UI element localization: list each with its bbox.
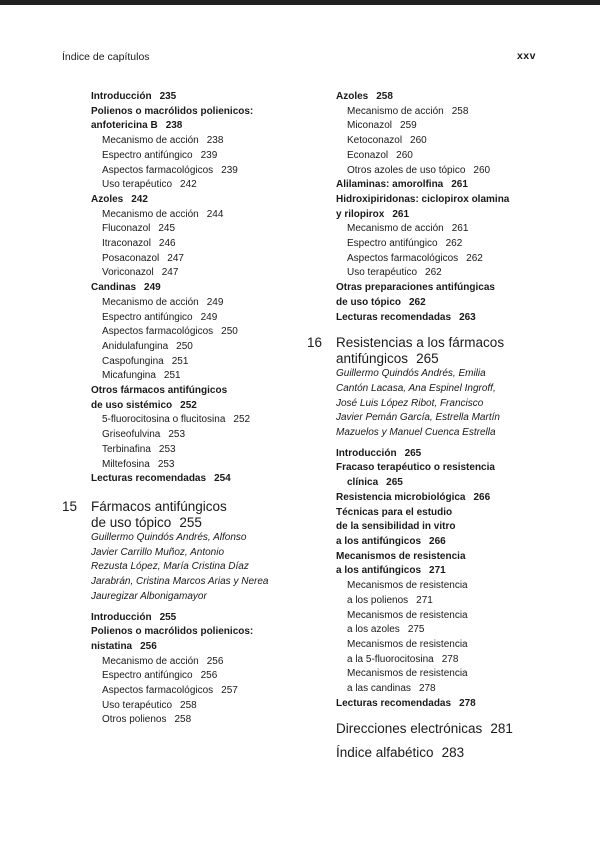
toc-entry-title: Aspectos farmacológicos	[347, 252, 459, 264]
toc-entry-title: Espectro antifúngico	[102, 149, 193, 161]
toc-entry-title: Candinas	[91, 282, 137, 294]
toc-entry	[307, 119, 539, 134]
toc-entry	[62, 428, 302, 443]
toc-entry	[307, 193, 539, 208]
chapter-heading-cont	[62, 515, 302, 531]
toc-entry	[62, 611, 302, 626]
toc-entry-page: 246	[158, 238, 176, 250]
toc-entry-page: 271	[429, 565, 446, 577]
toc-entry-title: de la sensibilidad in vitro	[336, 521, 456, 533]
toc-entry-title: nistatina	[91, 640, 133, 652]
toc-entry-page: 256	[206, 655, 224, 667]
chapter-title-line1: Fármacos antifúngicos	[91, 498, 227, 514]
toc-entry	[307, 638, 539, 653]
back-matter-entry	[307, 721, 539, 737]
back-matter-title: Índice alfabético	[336, 745, 434, 761]
toc-entry-page: 242	[131, 193, 148, 205]
toc-entry	[307, 653, 539, 668]
toc-entry-page: 251	[163, 370, 181, 382]
left-column	[62, 90, 302, 728]
toc-entry-page: 257	[221, 685, 238, 697]
toc-entry-page: 262	[425, 267, 442, 279]
toc-entry-title: Econazol	[347, 149, 389, 161]
chapter-heading	[62, 499, 302, 515]
toc-entry-page: 260	[396, 149, 413, 161]
toc-entry-title: Mecanismo de acción	[102, 655, 199, 667]
toc-entry	[307, 564, 539, 579]
toc-entry-title: Griseofulvina	[102, 429, 161, 441]
toc-entry	[62, 252, 302, 267]
author-line: Cantón Lacasa, Ana Espinel Ingroff,	[336, 382, 496, 394]
chapter-15-block	[62, 499, 302, 728]
back-matter-list	[307, 721, 539, 761]
toc-entry	[62, 669, 302, 684]
toc-entry-title: Fluconazol	[102, 223, 151, 235]
toc-entry	[62, 458, 302, 473]
toc-entry-page: 249	[144, 282, 161, 294]
toc-entry-title: Mecanismos de resistencia	[347, 638, 468, 650]
toc-entry	[307, 222, 539, 237]
toc-entry-title: Azoles	[91, 193, 124, 205]
toc-entry-title: Posaconazol	[102, 252, 160, 264]
toc-entry-title: Lecturas recomendadas	[336, 697, 452, 709]
toc-entry-page: 278	[418, 683, 436, 695]
toc-entry	[62, 443, 302, 458]
toc-entry-page: 245	[158, 223, 176, 235]
toc-entry-title: Hidroxipiridonas: ciclopirox olamina	[336, 193, 510, 205]
toc-entry-title: Aspectos farmacológicos	[102, 164, 214, 176]
toc-entry-page: 258	[180, 699, 197, 711]
toc-entry	[307, 164, 539, 179]
toc-entry-page: 235	[159, 91, 177, 102]
toc-entry	[62, 178, 302, 193]
toc-entry-page: 266	[473, 491, 491, 503]
chapter-heading-cont	[307, 351, 539, 367]
toc-entry-title: Introducción	[336, 447, 397, 459]
toc-entry-page: 253	[157, 458, 175, 470]
toc-entry-page: 250	[221, 326, 238, 338]
toc-entry-title: Mecanismos de resistencia	[336, 550, 466, 562]
toc-entry-page: 278	[459, 697, 476, 709]
toc-entry-title: Mecanismos de resistencia	[347, 580, 468, 592]
toc-entry-page: 254	[214, 473, 231, 485]
top-rule	[0, 0, 600, 5]
toc-entry-page: 259	[400, 120, 417, 132]
right-column	[307, 90, 539, 769]
toc-entry	[62, 237, 302, 252]
toc-entry-title: Otros azoles de uso tópico	[347, 164, 466, 176]
toc-entry-title: Polienos o macrólidos polienicos:	[91, 105, 254, 117]
toc-entry-title: a los antifúngicos	[336, 565, 422, 577]
toc-entry-title: Espectro antifúngico	[347, 238, 438, 250]
toc-entry-title: Miconazol	[347, 120, 393, 132]
toc-entry-title: de uso sistémico	[91, 399, 173, 411]
chapter-authors	[307, 367, 539, 441]
author-line: Rezusta López, María Cristina Díaz	[91, 561, 249, 573]
toc-entry	[62, 655, 302, 670]
toc-entry	[307, 149, 539, 164]
toc-entry-title: y rilopirox	[336, 208, 385, 220]
toc-list-chapter15-cont	[307, 90, 539, 325]
toc-entry	[62, 684, 302, 699]
toc-entry	[62, 119, 302, 134]
toc-entry	[307, 579, 539, 594]
toc-entry-title: Otros fármacos antifúngicos	[91, 385, 228, 397]
toc-entry	[62, 164, 302, 179]
toc-entry-title: Uso terapéutico	[347, 267, 418, 279]
toc-entry	[307, 208, 539, 223]
running-header: Índice de capítulos	[62, 51, 150, 63]
toc-entry	[62, 713, 302, 728]
toc-entry-page: 265	[404, 447, 422, 459]
toc-entry	[62, 413, 302, 428]
toc-entry-title: Azoles	[336, 91, 369, 102]
toc-entry	[307, 281, 539, 296]
toc-entry	[62, 281, 302, 296]
toc-entry-title: a los polienos	[347, 594, 409, 606]
toc-entry-page: 258	[451, 105, 469, 117]
toc-entry-title: a los azoles	[347, 624, 400, 636]
toc-entry-title: a la 5-fluorocitosina	[347, 653, 434, 665]
toc-entry	[307, 667, 539, 682]
toc-entry-title: Mecanismo de acción	[102, 208, 199, 220]
toc-entry-title: Uso terapéutico	[102, 179, 173, 191]
toc-list-chapter16	[307, 447, 539, 712]
toc-entry	[307, 178, 539, 193]
toc-entry-page: 250	[176, 340, 193, 352]
toc-list-chapter14-tail	[62, 90, 302, 487]
toc-entry-title: Micafungina	[102, 370, 156, 382]
toc-entry	[62, 149, 302, 164]
chapter-title-line1: Resistencias a los fármacos	[336, 335, 505, 351]
toc-entry-title: Caspofungina	[102, 355, 164, 367]
toc-entry-page: 271	[416, 594, 433, 606]
toc-entry-page: 239	[221, 164, 238, 176]
toc-entry-page: 263	[459, 311, 476, 323]
toc-entry	[307, 296, 539, 311]
toc-entry	[307, 447, 539, 462]
chapter-number: 15	[62, 498, 78, 514]
toc-entry	[62, 384, 302, 399]
toc-entry	[62, 222, 302, 237]
author-line: José Luis López Ribot, Francisco	[336, 397, 484, 409]
toc-entry-page: 247	[167, 252, 184, 264]
toc-entry	[307, 697, 539, 712]
author-line: Mazuelos y Manuel Cuenca Estrella	[336, 427, 496, 439]
back-matter-entry	[307, 745, 539, 761]
toc-entry-page: 255	[159, 611, 177, 623]
toc-entry-title: de uso tópico	[336, 296, 401, 308]
toc-entry-page: 262	[466, 252, 483, 264]
toc-entry-page: 261	[392, 208, 410, 220]
toc-entry-title: Mecanismos de resistencia	[347, 668, 468, 680]
toc-entry-title: Introducción	[91, 91, 152, 102]
toc-entry	[307, 491, 539, 506]
chapter-title-line2: antifúngicos	[336, 351, 409, 367]
toc-entry-page: 242	[180, 179, 197, 191]
toc-entry-title: Mecanismo de acción	[347, 105, 444, 117]
toc-entry-title: Lecturas recomendadas	[336, 311, 452, 323]
toc-entry-title: clínica	[347, 477, 379, 489]
toc-entry-page: 253	[168, 429, 186, 441]
toc-entry-page: 260	[410, 135, 427, 147]
toc-entry-title: Introducción	[91, 611, 152, 623]
toc-entry	[62, 355, 302, 370]
toc-entry	[307, 682, 539, 697]
toc-entry-page: 260	[473, 164, 491, 176]
toc-entry-title: Técnicas para el estudio	[336, 506, 453, 518]
toc-entry-title: Espectro antifúngico	[102, 670, 193, 682]
toc-entry	[307, 550, 539, 565]
back-matter-title: Direcciones electrónicas	[336, 721, 483, 737]
toc-entry-title: Otros polienos	[102, 714, 167, 726]
toc-entry-page: 275	[407, 624, 425, 636]
toc-entry-title: Polienos o macrólidos polienicos:	[91, 626, 254, 638]
back-matter-page: 283	[441, 745, 465, 761]
toc-entry-page: 247	[161, 267, 179, 279]
toc-entry-title: Mecanismo de acción	[347, 223, 444, 235]
toc-entry-title: Fracaso terapéutico o resistencia	[336, 462, 495, 474]
toc-entry-title: Ketoconazol	[347, 135, 403, 147]
toc-entry-title: Resistencia microbiológica	[336, 491, 466, 503]
toc-entry	[307, 476, 539, 491]
toc-entry-title: a los antifúngicos	[336, 535, 422, 547]
toc-entry-page: 238	[206, 135, 224, 147]
toc-entry-title: Otras preparaciones antifúngicas	[336, 282, 495, 294]
toc-entry-title: Voriconazol	[102, 267, 154, 279]
toc-entry-title: Alilaminas: amorolfina	[336, 179, 444, 191]
toc-entry	[62, 699, 302, 714]
page-number: xxv	[516, 50, 536, 62]
toc-entry	[307, 252, 539, 267]
toc-entry	[307, 105, 539, 120]
toc-entry	[62, 266, 302, 281]
chapter-16-block	[307, 335, 539, 711]
toc-entry-page: 261	[451, 179, 468, 191]
toc-entry-title: Aspectos farmacológicos	[102, 326, 214, 338]
toc-entry	[62, 472, 302, 487]
toc-entry-title: Itraconazol	[102, 238, 151, 250]
toc-entry-page: 266	[429, 535, 446, 547]
toc-entry-page: 251	[171, 355, 189, 367]
toc-entry-page: 249	[200, 311, 218, 323]
toc-entry	[62, 105, 302, 120]
toc-entry-page: 249	[206, 296, 224, 308]
author-line: Javier Pemán García, Estrella Martín	[336, 412, 500, 424]
toc-entry-title: Anidulafungina	[102, 340, 169, 352]
toc-entry	[307, 134, 539, 149]
toc-entry-title: Lecturas recomendadas	[91, 473, 207, 485]
toc-entry	[62, 311, 302, 326]
toc-entry-page: 239	[200, 149, 218, 161]
toc-entry-title: Mecanismo de acción	[102, 296, 199, 308]
author-line: Guillermo Quindós Andrés, Alfonso	[91, 531, 247, 543]
toc-entry-page: 261	[451, 223, 469, 235]
toc-entry	[62, 369, 302, 384]
toc-list-chapter15	[62, 611, 302, 729]
toc-entry	[62, 640, 302, 655]
toc-entry-page: 258	[376, 91, 393, 102]
toc-entry-page: 256	[140, 640, 157, 652]
toc-entry-title: anfotericina B	[91, 120, 158, 132]
toc-entry	[62, 208, 302, 223]
chapter-heading	[307, 335, 539, 351]
toc-entry-title: Uso terapéutico	[102, 699, 173, 711]
toc-entry	[307, 609, 539, 624]
toc-entry-title: Terbinafina	[102, 443, 151, 455]
toc-entry-page: 258	[174, 714, 192, 726]
toc-entry	[307, 535, 539, 550]
toc-entry	[307, 90, 539, 105]
toc-entry-title: Espectro antifúngico	[102, 311, 193, 323]
toc-entry	[62, 325, 302, 340]
toc-entry-title: 5-fluorocitosina o flucitosina	[102, 414, 226, 426]
toc-entry-page: 256	[200, 670, 218, 682]
toc-entry-page: 265	[386, 477, 403, 489]
chapter-page: 255	[179, 514, 202, 530]
toc-entry	[62, 193, 302, 208]
toc-entry	[62, 296, 302, 311]
toc-entry-page: 278	[441, 653, 459, 665]
author-line: Jarabrán, Cristina Marcos Arias y Nerea	[91, 576, 269, 588]
toc-entry-title: Mecanismo de acción	[102, 135, 199, 147]
toc-entry-page: 244	[206, 208, 224, 220]
toc-entry	[307, 266, 539, 281]
toc-entry-title: Mecanismos de resistencia	[347, 609, 468, 621]
chapter-page: 265	[416, 351, 439, 367]
toc-entry-page: 262	[409, 296, 426, 308]
toc-entry	[307, 461, 539, 476]
chapter-authors	[62, 531, 302, 605]
back-matter-page: 281	[490, 721, 513, 737]
toc-entry-title: a las candinas	[347, 683, 411, 695]
toc-entry	[307, 623, 539, 638]
chapter-number: 16	[307, 335, 323, 351]
chapter-title-line2: de uso tópico	[91, 514, 172, 530]
toc-entry	[307, 506, 539, 521]
author-line: Javier Carrillo Muñoz, Antonio	[91, 546, 225, 558]
toc-entry	[307, 520, 539, 535]
toc-entry	[62, 625, 302, 640]
toc-entry-title: Miltefosina	[102, 458, 150, 470]
toc-entry	[307, 594, 539, 609]
toc-entry-page: 252	[180, 399, 197, 411]
toc-entry-page: 262	[445, 238, 463, 250]
toc-entry	[62, 90, 302, 105]
toc-entry	[307, 311, 539, 326]
author-line: Jauregizar Albonigamayor	[91, 590, 207, 602]
author-line: Guillermo Quindós Andrés, Emilia	[336, 368, 486, 380]
toc-entry-title: Aspectos farmacológicos	[102, 685, 214, 697]
toc-entry	[307, 237, 539, 252]
toc-entry	[62, 134, 302, 149]
toc-entry-page: 238	[165, 120, 183, 132]
toc-entry	[62, 399, 302, 414]
toc-entry	[62, 340, 302, 355]
toc-entry-page: 252	[233, 414, 251, 426]
toc-entry-page: 253	[158, 443, 176, 455]
